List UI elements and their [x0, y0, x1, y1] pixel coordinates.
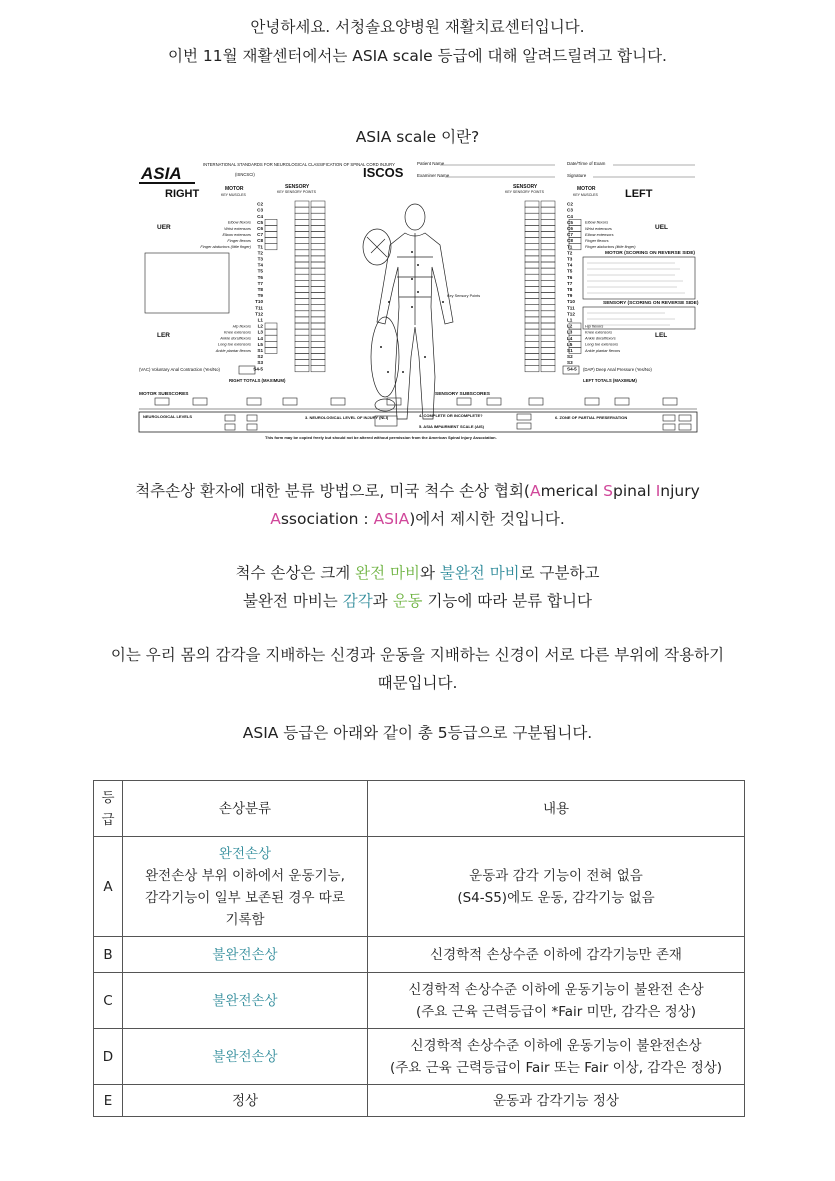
right-level-S4-5: S4-5: [253, 366, 263, 372]
right-totals-label: RIGHT TOTALS (MAXIMUM): [229, 378, 286, 383]
right-level-C8: C8: [257, 238, 263, 244]
left-level-L5: L5: [567, 341, 573, 347]
right-level-C3: C3: [257, 207, 263, 213]
left-level-S3: S3: [567, 360, 573, 366]
content-cell: 신경학적 손상수준 이하에 감각기능만 존재: [368, 937, 745, 973]
complete-label: 4. COMPLETE OR INCOMPLETE?: [419, 413, 483, 418]
key-points-right: KEY SENSORY POINTS: [277, 190, 316, 194]
left-muscle-label: Finger abductors (little finger): [585, 244, 636, 250]
ais-label: 5. ASIA IMPAIRMENT SCALE (AIS): [419, 424, 484, 429]
sensory-scoring-title: SENSORY (SCORING ON REVERSE SIDE): [603, 301, 699, 306]
left-level-T3: T3: [567, 256, 573, 262]
left-level-T9: T9: [567, 293, 573, 299]
uel-label: UEL: [655, 224, 668, 231]
right-level-T6: T6: [257, 274, 263, 280]
key-sensory-label: Key Sensory Points: [447, 294, 481, 298]
right-level-L5: L5: [257, 341, 263, 347]
type-cell: 불완전손상: [123, 973, 368, 1029]
motor-label-right: MOTOR: [225, 186, 244, 192]
right-level-C4: C4: [257, 213, 263, 219]
right-level-T2: T2: [257, 250, 263, 256]
right-muscle-label: Finger flexors: [227, 238, 251, 243]
desc2-line2: 불완전 마비는 감각과 운동 기능에 따라 분류 합니다: [243, 592, 592, 610]
sensory-label-right: SENSORY: [285, 184, 310, 190]
left-level-T8: T8: [567, 287, 573, 292]
left-muscle-label: Knee extensors: [585, 329, 613, 335]
left-muscle-label: Wrist extensors: [585, 225, 612, 231]
lel-label: LEL: [655, 332, 668, 339]
right-level-L2: L2: [257, 323, 263, 329]
content-cell: 신경학적 손상수준 이하에 운동기능이 불완전손상 (주요 근육 근력등급이 Fair 또는 Fair 이상, 감각은 정상): [368, 1029, 745, 1085]
asia-logo: ASIA: [141, 164, 182, 183]
asia-grade-table: [93, 780, 745, 1117]
intro-line-1: 안녕하세요. 서청솔요양병원 재활치료센터입니다.: [250, 18, 585, 36]
right-level-T12: T12: [255, 311, 263, 317]
motor-label-left: MOTOR: [577, 186, 596, 192]
right-level-C7: C7: [257, 232, 263, 238]
left-level-C5: C5: [567, 219, 573, 225]
grade-cell: A: [94, 837, 123, 937]
key-muscles-left: KEY MUSCLES: [573, 193, 598, 197]
content-cell: 신경학적 손상수준 이하에 운동기능이 불완전 손상 (주요 근육 근력등급이 *Fair 미만, 감각은 정상): [368, 973, 745, 1029]
left-level-S4-5: S4-5: [567, 366, 577, 372]
asia-form-image: [135, 157, 701, 443]
key-points-left: KEY SENSORY POINTS: [505, 190, 544, 194]
left-level-T10: T10: [567, 299, 575, 305]
table-row: [94, 1085, 745, 1117]
left-level-T11: T11: [567, 305, 575, 311]
left-totals-label: LEFT TOTALS (MAXIMUM): [583, 378, 637, 383]
left-level-C8: C8: [567, 238, 573, 244]
left-level-C6: C6: [567, 226, 573, 231]
nli-label: 3. NEUROLOGICAL LEVEL OF INJURY (NLI): [305, 415, 389, 420]
right-muscle-label: Ankle dorsiflexors: [220, 335, 251, 341]
right-level-T4: T4: [257, 262, 263, 268]
intro-line-2: 이번 11월 재활센터에서는 ASIA scale 등급에 대해 알려드릴려고 합니다.: [168, 47, 667, 65]
left-level-T6: T6: [567, 274, 573, 280]
left-level-S1: S1: [567, 348, 573, 353]
right-level-S2: S2: [257, 354, 263, 360]
left-muscle-label: Long toe extensors: [585, 341, 619, 347]
table-row: [94, 973, 745, 1029]
content-cell: 운동과 감각 기능이 전혀 없음 (S4-S5)에도 운동, 감각기능 없음: [368, 837, 745, 937]
left-label: LEFT: [625, 188, 653, 200]
right-level-T9: T9: [257, 293, 263, 299]
section-title: ASIA scale 이란?: [355, 128, 480, 146]
desc3-line2: 때문입니다.: [377, 674, 458, 692]
left-level-S2: S2: [567, 354, 573, 360]
neuro-levels-label: NEUROLOGICAL LEVELS: [143, 414, 193, 419]
left-level-T5: T5: [567, 268, 573, 274]
type-cell: 완전손상 완전손상 부위 이하에서 운동기능, 감각기능이 일부 보존된 경우 따로 기록함: [123, 837, 368, 937]
right-level-T5: T5: [257, 268, 263, 274]
key-muscles-right: KEY MUSCLES: [221, 193, 246, 197]
right-level-C5: C5: [257, 219, 263, 225]
examiner-name-label: Examiner Name: [417, 173, 450, 178]
desc3-line1: 이는 우리 몸의 감각을 지배하는 신경과 운동을 지배하는 신경이 서로 다른 부위에 작용하기: [110, 646, 725, 664]
type-cell: 불완전손상: [123, 937, 368, 973]
left-level-T7: T7: [567, 280, 573, 286]
left-level-T4: T4: [567, 262, 573, 268]
right-muscle-label: Wrist extensors: [224, 225, 251, 231]
left-level-C3: C3: [567, 207, 573, 213]
right-muscle-label: Elbow extensors: [222, 231, 251, 237]
zpp-label: 6. ZONE OF PARTIAL PRESERVATION: [555, 415, 628, 420]
left-level-C2: C2: [567, 201, 573, 207]
right-level-T10: T10: [255, 299, 263, 305]
right-level-T7: T7: [257, 280, 263, 286]
table-row: [94, 937, 745, 973]
patient-name-label: Patient Name: [417, 161, 445, 166]
form-footer: This form may be copied freely but should not be altered without permission from the American Spinal Injury Association.: [265, 435, 497, 440]
left-level-L2: L2: [567, 323, 573, 329]
desc1-line2: Association : ASIA)에서 제시한 것입니다.: [270, 510, 565, 528]
dap-label: (DAP) Deep Anal Pressure (Yes/No): [583, 367, 652, 372]
left-level-L4: L4: [567, 335, 573, 341]
vac-label: (VAC) Voluntary Anal Contraction (Yes/No): [139, 367, 220, 372]
right-level-L1: L1: [257, 317, 263, 323]
left-level-T12: T12: [567, 311, 575, 317]
right-level-T3: T3: [257, 256, 263, 262]
table-header-row: [94, 781, 745, 837]
right-level-S1: S1: [257, 348, 263, 353]
right-muscle-label: Elbow flexors: [227, 219, 251, 225]
grade-cell: E: [94, 1085, 123, 1117]
header-type: 손상분류: [123, 781, 368, 837]
grade-cell: C: [94, 973, 123, 1029]
uer-label: UER: [157, 224, 171, 231]
desc4: ASIA 등급은 아래와 같이 총 5등급으로 구분됩니다.: [242, 724, 593, 742]
table-row: [94, 837, 745, 937]
left-muscle-label: Elbow flexors: [585, 219, 609, 225]
asia-form-svg: [135, 157, 701, 443]
right-label: RIGHT: [165, 188, 200, 200]
left-muscle-label: Hip flexors: [585, 323, 604, 329]
right-level-L3: L3: [257, 329, 263, 335]
left-muscle-label: Ankle dorsiflexors: [585, 335, 616, 341]
date-time-label: Date/Time of Exam: [567, 161, 606, 166]
grade-cell: D: [94, 1029, 123, 1085]
right-muscle-label: Knee extensors: [223, 329, 251, 335]
sensory-subscores-label: SENSORY SUBSCORES: [435, 392, 490, 397]
type-cell: 불완전손상: [123, 1029, 368, 1085]
left-muscle-label: Ankle plantar flexors: [585, 347, 621, 353]
ler-label: LER: [157, 332, 170, 339]
right-level-S3: S3: [257, 360, 263, 366]
right-level-C2: C2: [257, 201, 263, 207]
signature-label: Signature: [567, 173, 587, 178]
form-header-abbr: (ISNCSCI): [235, 172, 255, 177]
left-muscle-label: Finger flexors: [585, 238, 609, 243]
left-level-T1: T1: [567, 244, 573, 250]
right-level-T11: T11: [255, 305, 263, 311]
type-cell: 정상: [123, 1085, 368, 1117]
header-grade: 등 급: [94, 781, 123, 837]
right-muscle-label: Ankle plantar flexors: [215, 347, 251, 353]
motor-subscores-label: MOTOR SUBSCORES: [139, 392, 189, 397]
left-level-L3: L3: [567, 329, 573, 335]
left-level-L1: L1: [567, 317, 573, 323]
desc1-line1: 척추손상 환자에 대한 분류 방법으로, 미국 척수 손상 협회(Americal Spinal Injury: [135, 482, 700, 500]
right-level-T8: T8: [257, 287, 263, 292]
motor-scoring-title: MOTOR (SCORING ON REVERSE SIDE): [605, 251, 695, 256]
right-muscle-label: Long toe extensors: [217, 341, 251, 347]
right-level-C6: C6: [257, 226, 263, 231]
sensory-label-left: SENSORY: [513, 184, 538, 190]
form-header-title: INTERNATIONAL STANDARDS FOR NEUROLOGICAL CLASSIFICATION OF SPINAL CORD INJURY: [203, 162, 395, 167]
right-muscle-label: Hip flexors: [232, 323, 251, 329]
left-muscle-label: Elbow extensors: [585, 231, 614, 237]
right-level-L4: L4: [257, 335, 263, 341]
left-level-T2: T2: [567, 250, 573, 256]
desc2-line1: 척수 손상은 크게 완전 마비와 불완전 마비로 구분하고: [235, 564, 600, 582]
grade-cell: B: [94, 937, 123, 973]
right-muscle-label: Finger abductors (little finger): [200, 244, 251, 250]
right-level-T1: T1: [257, 244, 263, 250]
table-row: [94, 1029, 745, 1085]
iscos-logo: ISCOS: [363, 165, 404, 180]
content-cell: 운동과 감각기능 정상: [368, 1085, 745, 1117]
header-content: 내용: [368, 781, 745, 837]
left-level-C7: C7: [567, 232, 573, 238]
left-level-C4: C4: [567, 213, 573, 219]
